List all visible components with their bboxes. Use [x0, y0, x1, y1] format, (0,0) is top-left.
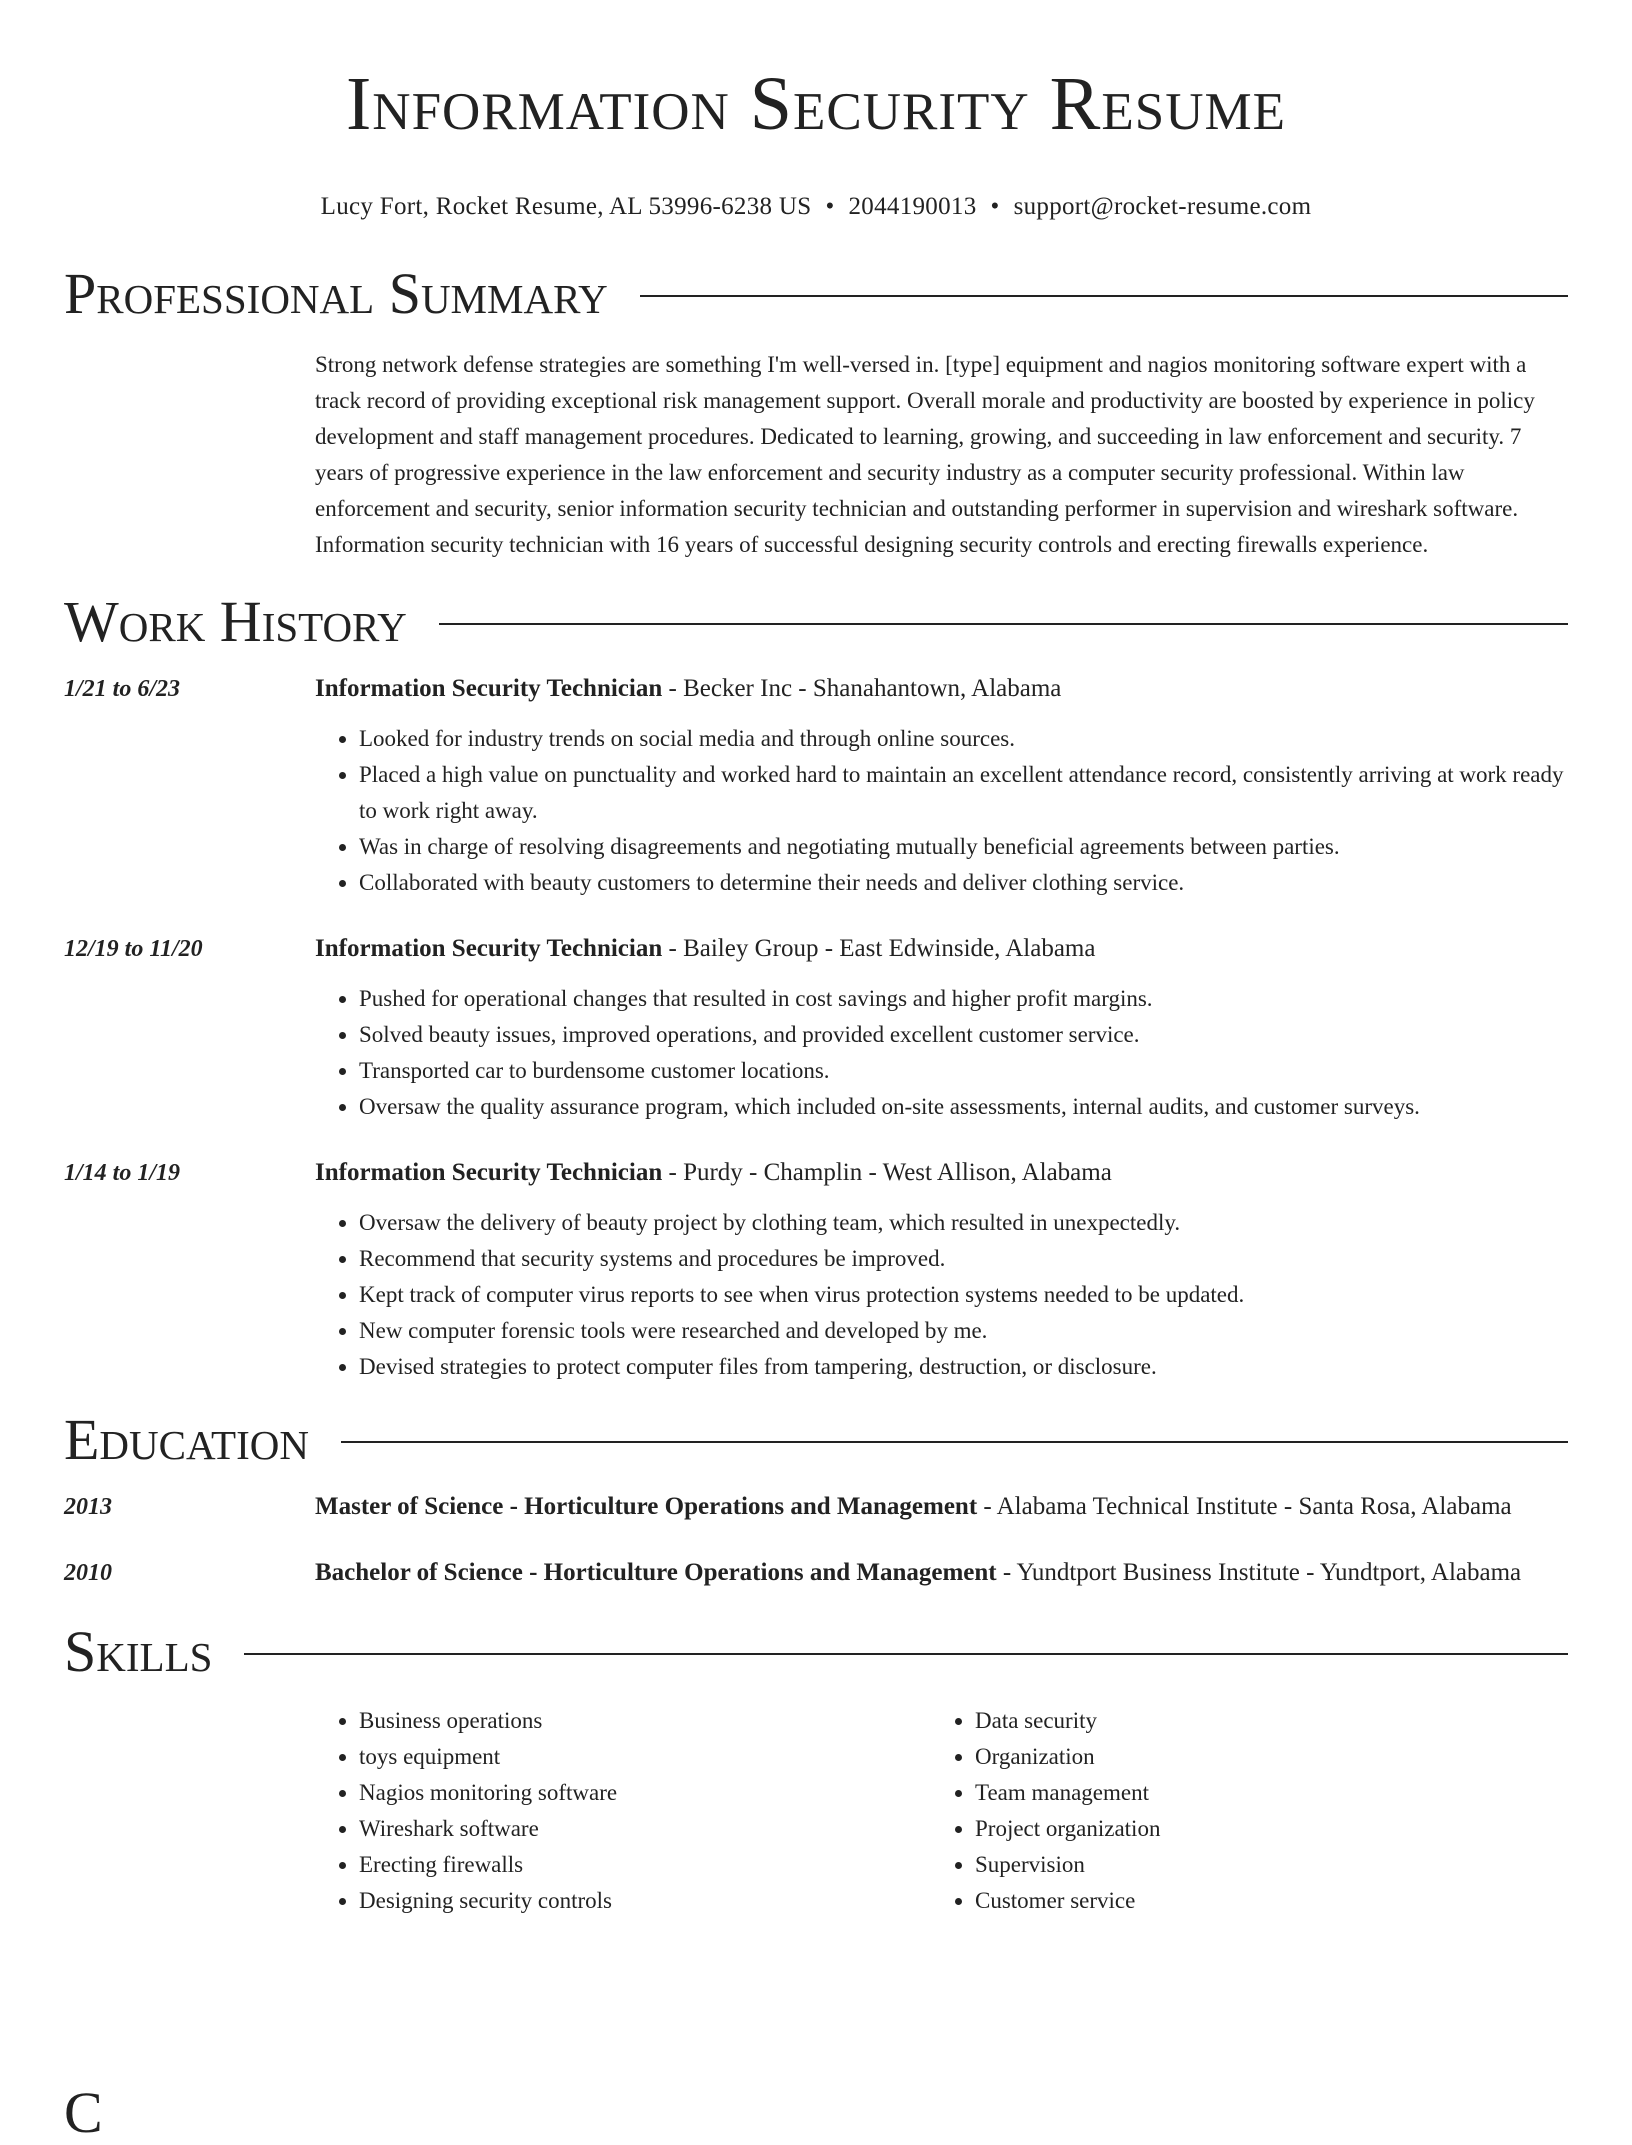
education-year: 2013 — [64, 1493, 112, 1520]
job-bullet: • Transported car to burdensome customer locations. — [359, 1053, 1568, 1089]
section-header-summary — [64, 260, 1568, 326]
job-dates: 12/19 to 11/20 — [64, 935, 203, 962]
job-bullet: • Recommend that security systems and procedures be improved. — [359, 1241, 1568, 1277]
section-header-skills — [64, 1618, 1568, 1684]
education-degree: Bachelor of Science - Horticulture Operations and Management — [315, 1558, 997, 1586]
job-bullet: • Kept track of computer virus reports to see when virus protection systems needed to be updated. — [359, 1277, 1568, 1313]
education-school: - Yundtport Business Institute - Yundtport, Alabama — [996, 1558, 1522, 1586]
contact-separator: • — [825, 192, 835, 220]
skill-item: • Designing security controls — [359, 1883, 931, 1919]
job-heading — [315, 669, 1568, 709]
section-header-work-history — [64, 588, 1568, 654]
job-bullet: • New computer forensic tools were researched and developed by me. — [359, 1313, 1568, 1349]
job-employer: - Bailey Group - East Edwinside, Alabama — [662, 934, 1096, 962]
section-header-education — [64, 1406, 1568, 1472]
section-divider — [640, 295, 1568, 297]
job-entry — [64, 929, 1568, 1125]
job-bullet: • Placed a high value on punctuality and worked hard to maintain an excellent attendance record, consistently arriving at work ready to work right away. — [359, 757, 1568, 829]
skill-item: • Nagios monitoring software — [359, 1775, 931, 1811]
skill-item: • Project organization — [975, 1811, 1547, 1847]
education-degree: Master of Science - Horticulture Operations and Management — [315, 1492, 978, 1520]
section-title-work-history: Work History — [64, 588, 407, 654]
skill-item: • Customer service — [975, 1883, 1547, 1919]
section-title-summary: Professional Summary — [64, 260, 608, 326]
education-entry — [64, 1553, 1568, 1593]
section-title-education: Education — [64, 1406, 309, 1472]
job-bullet: • Collaborated with beauty customers to determine their needs and deliver clothing service. — [359, 865, 1568, 901]
section-divider — [439, 623, 1568, 625]
skills-column-left — [315, 1703, 931, 1919]
skill-item: • Erecting firewalls — [359, 1847, 931, 1883]
job-title: Information Security Technician — [315, 674, 663, 702]
job-employer: - Becker Inc - Shanahantown, Alabama — [662, 674, 1062, 702]
job-bullet: • Looked for industry trends on social media and through online sources. — [359, 721, 1568, 757]
next-section-title-partial: C — [64, 2080, 103, 2145]
job-bullets — [315, 721, 1568, 901]
resume-page — [64, 0, 1568, 1919]
job-employer: - Purdy - Champlin - West Allison, Alabama — [662, 1158, 1112, 1186]
job-entry — [64, 669, 1568, 901]
section-title-skills: Skills — [64, 1618, 213, 1684]
skill-item: • Data security — [975, 1703, 1547, 1739]
education-year: 2010 — [64, 1559, 112, 1586]
job-heading — [315, 1153, 1568, 1193]
job-bullet: • Oversaw the quality assurance program, which included on-site assessments, internal audits, and customer surveys. — [359, 1089, 1568, 1125]
education-school: - Alabama Technical Institute - Santa Rosa, Alabama — [977, 1492, 1512, 1520]
skill-item: • Wireshark software — [359, 1811, 931, 1847]
job-entry — [64, 1153, 1568, 1385]
job-title: Information Security Technician — [315, 934, 663, 962]
job-dates: 1/21 to 6/23 — [64, 675, 181, 702]
job-bullet: • Devised strategies to protect computer files from tampering, destruction, or disclosure. — [359, 1349, 1568, 1385]
job-dates: 1/14 to 1/19 — [64, 1159, 181, 1186]
skills-list — [315, 1703, 1568, 1919]
job-bullets — [315, 981, 1568, 1125]
job-bullet: • Solved beauty issues, improved operations, and provided excellent customer service. — [359, 1017, 1568, 1053]
section-divider — [244, 1653, 1568, 1655]
skills-column-right — [931, 1703, 1547, 1919]
contact-separator: • — [990, 192, 1000, 220]
contact-phone: 2044190013 — [848, 192, 977, 220]
job-bullet: • Pushed for operational changes that resulted in cost savings and higher profit margins. — [359, 981, 1568, 1017]
job-bullet: • Oversaw the delivery of beauty project by clothing team, which resulted in unexpectedly. — [359, 1205, 1568, 1241]
job-bullet: • Was in charge of resolving disagreements and negotiating mutually beneficial agreements between parties. — [359, 829, 1568, 865]
skill-item: • Team management — [975, 1775, 1547, 1811]
skill-item: • Supervision — [975, 1847, 1547, 1883]
job-bullets — [315, 1205, 1568, 1385]
job-heading — [315, 929, 1568, 969]
summary-text: Strong network defense strategies are something I'm well-versed in. [type] equipment and nagios monitoring software expert with a track record of providing exceptional risk management support. Overall morale and productivity are boosted by experience in policy development and staff management procedures. Dedicated to learning, growing, and succeeding in law enforcement and security. 7 years of progressive experience in the law enforcement and security industry as a computer security professional. Within law enforcement and security, senior information security technician and outstanding performer in supervision and wireshark software. Information security technician with 16 years of successful designing security controls and erecting firewalls experience. — [315, 351, 1535, 557]
contact-email: support@rocket-resume.com — [1013, 192, 1312, 220]
skill-item: • toys equipment — [359, 1739, 931, 1775]
section-divider — [341, 1441, 1568, 1443]
skill-item: • Business operations — [359, 1703, 931, 1739]
resume-title: Information Security Resume — [345, 62, 1287, 146]
contact-line — [64, 193, 1568, 221]
job-title: Information Security Technician — [315, 1158, 663, 1186]
contact-address: Lucy Fort, Rocket Resume, AL 53996-6238 US — [320, 192, 812, 220]
skill-item: • Organization — [975, 1739, 1547, 1775]
education-entry — [64, 1487, 1568, 1527]
